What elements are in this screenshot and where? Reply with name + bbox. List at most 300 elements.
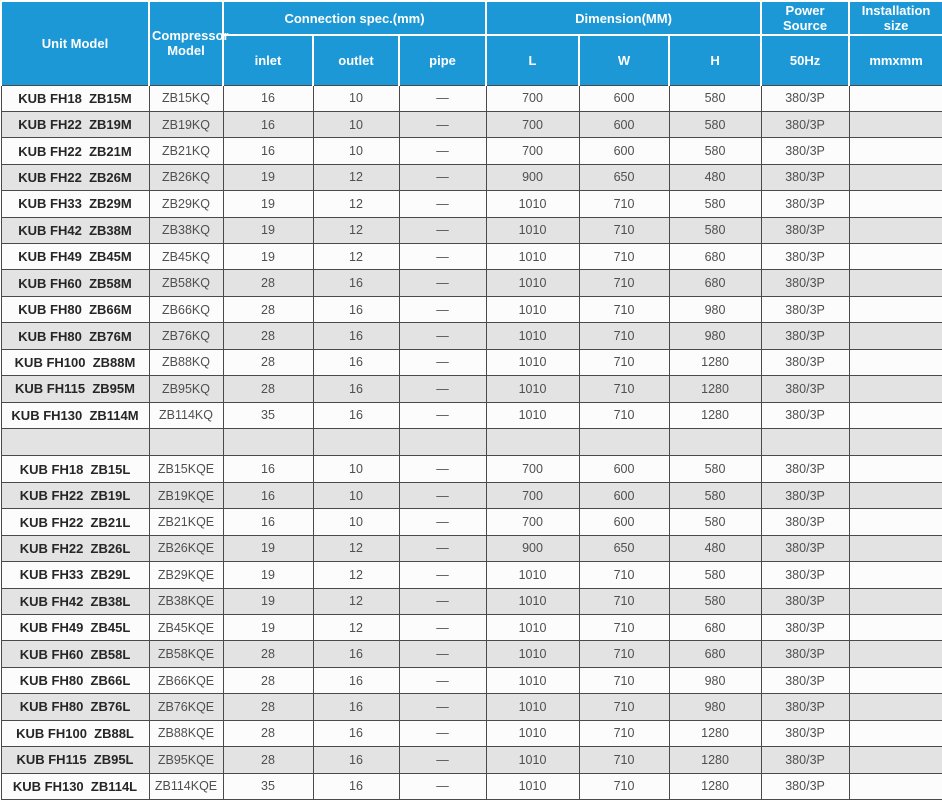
cell-pipe: — xyxy=(399,614,486,640)
table-row xyxy=(1,191,942,217)
table-row xyxy=(1,111,942,137)
table-header xyxy=(1,1,942,85)
cell-installation_size xyxy=(849,562,942,588)
table-row xyxy=(1,509,942,535)
cell-compressor_model: ZB114KQ xyxy=(149,402,223,428)
cell-power_50hz: 380/3P xyxy=(761,191,849,217)
cell-inlet: 16 xyxy=(223,482,313,508)
cell-installation_size xyxy=(849,296,942,322)
cell-unit_model xyxy=(1,429,149,456)
cell-height: 1280 xyxy=(669,773,761,799)
cell-pipe: — xyxy=(399,402,486,428)
cell-width: 650 xyxy=(579,535,669,561)
cell-unit_model: KUB FH115 ZB95L xyxy=(1,747,149,773)
cell-width: 650 xyxy=(579,164,669,190)
table-row xyxy=(1,667,942,693)
cell-unit_model: KUB FH80 ZB76L xyxy=(1,694,149,720)
cell-unit_model: KUB FH33 ZB29M xyxy=(1,191,149,217)
cell-power_50hz: 380/3P xyxy=(761,217,849,243)
cell-outlet: 10 xyxy=(313,509,399,535)
cell-length: 1010 xyxy=(486,720,579,746)
cell-height: 580 xyxy=(669,191,761,217)
cell-installation_size xyxy=(849,323,942,349)
cell-installation_size xyxy=(849,747,942,773)
cell-inlet: 28 xyxy=(223,349,313,375)
cell-width: 710 xyxy=(579,323,669,349)
cell-inlet: 28 xyxy=(223,376,313,402)
cell-compressor_model: ZB19KQ xyxy=(149,111,223,137)
cell-inlet: 19 xyxy=(223,217,313,243)
cell-unit_model: KUB FH42 ZB38L xyxy=(1,588,149,614)
cell-power_50hz: 380/3P xyxy=(761,349,849,375)
cell-width: 710 xyxy=(579,191,669,217)
cell-width: 710 xyxy=(579,641,669,667)
cell-unit_model: KUB FH115 ZB95M xyxy=(1,376,149,402)
table-row xyxy=(1,482,942,508)
cell-outlet: 16 xyxy=(313,323,399,349)
header-mmxmm: mmxmm xyxy=(849,35,942,85)
cell-height: 1280 xyxy=(669,402,761,428)
table-row xyxy=(1,270,942,296)
cell-outlet: 16 xyxy=(313,720,399,746)
cell-length: 1010 xyxy=(486,667,579,693)
cell-height: 580 xyxy=(669,85,761,111)
cell-length: 1010 xyxy=(486,349,579,375)
cell-power_50hz: 380/3P xyxy=(761,588,849,614)
cell-width: 710 xyxy=(579,217,669,243)
cell-pipe: — xyxy=(399,191,486,217)
cell-width: 600 xyxy=(579,509,669,535)
cell-compressor_model: ZB21KQ xyxy=(149,138,223,164)
cell-installation_size xyxy=(849,270,942,296)
cell-power_50hz: 380/3P xyxy=(761,164,849,190)
cell-compressor_model: ZB19KQE xyxy=(149,482,223,508)
table-row xyxy=(1,244,942,270)
table-row xyxy=(1,138,942,164)
header-dimension-group: Dimension(MM) xyxy=(486,1,761,35)
cell-inlet: 19 xyxy=(223,244,313,270)
table-row xyxy=(1,614,942,640)
cell-outlet: 12 xyxy=(313,164,399,190)
cell-pipe: — xyxy=(399,667,486,693)
cell-height: 1280 xyxy=(669,720,761,746)
cell-inlet: 19 xyxy=(223,164,313,190)
cell-length xyxy=(486,429,579,456)
header-outlet: outlet xyxy=(313,35,399,85)
cell-compressor_model: ZB26KQ xyxy=(149,164,223,190)
table-row xyxy=(1,694,942,720)
cell-compressor_model: ZB88KQ xyxy=(149,349,223,375)
cell-height: 680 xyxy=(669,244,761,270)
cell-compressor_model: ZB29KQ xyxy=(149,191,223,217)
cell-power_50hz: 380/3P xyxy=(761,85,849,111)
table-body-m-series xyxy=(1,85,942,429)
cell-length: 1010 xyxy=(486,217,579,243)
cell-outlet: 16 xyxy=(313,641,399,667)
cell-height: 580 xyxy=(669,482,761,508)
table-row xyxy=(1,85,942,111)
cell-power_50hz: 380/3P xyxy=(761,509,849,535)
cell-pipe: — xyxy=(399,349,486,375)
cell-inlet: 19 xyxy=(223,588,313,614)
cell-pipe: — xyxy=(399,85,486,111)
cell-installation_size xyxy=(849,217,942,243)
cell-pipe: — xyxy=(399,244,486,270)
cell-inlet: 19 xyxy=(223,562,313,588)
cell-length: 1010 xyxy=(486,402,579,428)
cell-compressor_model: ZB88KQE xyxy=(149,720,223,746)
cell-compressor_model: ZB45KQE xyxy=(149,614,223,640)
cell-length: 1010 xyxy=(486,191,579,217)
cell-height: 980 xyxy=(669,667,761,693)
cell-length: 1010 xyxy=(486,641,579,667)
cell-compressor_model: ZB15KQE xyxy=(149,456,223,482)
cell-unit_model: KUB FH22 ZB19M xyxy=(1,111,149,137)
cell-width: 600 xyxy=(579,111,669,137)
cell-inlet: 19 xyxy=(223,191,313,217)
cell-inlet: 19 xyxy=(223,614,313,640)
cell-height: 1280 xyxy=(669,349,761,375)
cell-installation_size xyxy=(849,85,942,111)
cell-installation_size xyxy=(849,244,942,270)
cell-height: 980 xyxy=(669,296,761,322)
cell-length: 1010 xyxy=(486,747,579,773)
cell-height: 580 xyxy=(669,509,761,535)
table-row xyxy=(1,720,942,746)
cell-inlet: 16 xyxy=(223,138,313,164)
cell-length: 1010 xyxy=(486,244,579,270)
cell-unit_model: KUB FH100 ZB88L xyxy=(1,720,149,746)
cell-height: 680 xyxy=(669,614,761,640)
cell-length: 1010 xyxy=(486,270,579,296)
cell-height: 480 xyxy=(669,164,761,190)
cell-width: 710 xyxy=(579,562,669,588)
cell-unit_model: KUB FH80 ZB66M xyxy=(1,296,149,322)
cell-width: 710 xyxy=(579,402,669,428)
cell-unit_model: KUB FH80 ZB66L xyxy=(1,667,149,693)
table-row xyxy=(1,402,942,428)
cell-compressor_model: ZB38KQE xyxy=(149,588,223,614)
cell-width: 710 xyxy=(579,244,669,270)
table-row xyxy=(1,296,942,322)
cell-unit_model: KUB FH22 ZB19L xyxy=(1,482,149,508)
cell-height: 580 xyxy=(669,456,761,482)
cell-length: 700 xyxy=(486,482,579,508)
cell-height: 480 xyxy=(669,535,761,561)
cell-compressor_model: ZB38KQ xyxy=(149,217,223,243)
cell-outlet: 10 xyxy=(313,482,399,508)
header-group-row xyxy=(1,1,942,35)
cell-inlet: 35 xyxy=(223,402,313,428)
cell-width: 710 xyxy=(579,720,669,746)
cell-outlet: 16 xyxy=(313,694,399,720)
cell-pipe: — xyxy=(399,535,486,561)
cell-pipe: — xyxy=(399,217,486,243)
cell-power_50hz: 380/3P xyxy=(761,562,849,588)
cell-unit_model: KUB FH22 ZB26L xyxy=(1,535,149,561)
cell-inlet: 28 xyxy=(223,270,313,296)
table-row xyxy=(1,773,942,799)
cell-outlet: 16 xyxy=(313,402,399,428)
cell-installation_size xyxy=(849,111,942,137)
table-body-l-series xyxy=(1,456,942,800)
cell-unit_model: KUB FH18 ZB15M xyxy=(1,85,149,111)
cell-power_50hz: 380/3P xyxy=(761,614,849,640)
cell-installation_size xyxy=(849,641,942,667)
cell-inlet: 35 xyxy=(223,773,313,799)
cell-outlet: 12 xyxy=(313,588,399,614)
cell-installation_size xyxy=(849,138,942,164)
header-height: H xyxy=(669,35,761,85)
cell-compressor_model: ZB45KQ xyxy=(149,244,223,270)
cell-width: 710 xyxy=(579,349,669,375)
cell-installation_size xyxy=(849,720,942,746)
cell-outlet: 10 xyxy=(313,138,399,164)
cell-pipe: — xyxy=(399,138,486,164)
cell-length: 1010 xyxy=(486,773,579,799)
cell-inlet: 16 xyxy=(223,85,313,111)
cell-height: 680 xyxy=(669,641,761,667)
cell-installation_size xyxy=(849,402,942,428)
cell-power_50hz: 380/3P xyxy=(761,720,849,746)
cell-pipe: — xyxy=(399,588,486,614)
cell-compressor_model: ZB76KQE xyxy=(149,694,223,720)
cell-power_50hz: 380/3P xyxy=(761,270,849,296)
table-row xyxy=(1,429,942,456)
cell-installation_size xyxy=(849,535,942,561)
table-row xyxy=(1,217,942,243)
table-row xyxy=(1,456,942,482)
cell-pipe: — xyxy=(399,747,486,773)
cell-unit_model: KUB FH60 ZB58L xyxy=(1,641,149,667)
cell-installation_size xyxy=(849,509,942,535)
cell-outlet: 12 xyxy=(313,535,399,561)
cell-power_50hz: 380/3P xyxy=(761,296,849,322)
cell-outlet: 10 xyxy=(313,111,399,137)
cell-compressor_model: ZB58KQ xyxy=(149,270,223,296)
table-row xyxy=(1,562,942,588)
cell-outlet: 16 xyxy=(313,270,399,296)
cell-width: 710 xyxy=(579,614,669,640)
table-row xyxy=(1,747,942,773)
cell-power_50hz: 380/3P xyxy=(761,402,849,428)
cell-pipe: — xyxy=(399,641,486,667)
cell-compressor_model: ZB21KQE xyxy=(149,509,223,535)
cell-outlet xyxy=(313,429,399,456)
cell-pipe: — xyxy=(399,482,486,508)
cell-width: 600 xyxy=(579,138,669,164)
cell-outlet: 16 xyxy=(313,667,399,693)
cell-length: 700 xyxy=(486,111,579,137)
cell-installation_size xyxy=(849,349,942,375)
cell-inlet: 16 xyxy=(223,509,313,535)
header-length: L xyxy=(486,35,579,85)
cell-power_50hz: 380/3P xyxy=(761,376,849,402)
cell-outlet: 16 xyxy=(313,747,399,773)
cell-unit_model: KUB FH22 ZB26M xyxy=(1,164,149,190)
cell-width: 710 xyxy=(579,747,669,773)
cell-pipe: — xyxy=(399,509,486,535)
cell-pipe: — xyxy=(399,456,486,482)
cell-pipe: — xyxy=(399,296,486,322)
table-row xyxy=(1,164,942,190)
cell-installation_size xyxy=(849,773,942,799)
cell-power_50hz: 380/3P xyxy=(761,535,849,561)
cell-power_50hz: 380/3P xyxy=(761,244,849,270)
cell-length: 1010 xyxy=(486,562,579,588)
table-row xyxy=(1,376,942,402)
cell-installation_size xyxy=(849,694,942,720)
cell-outlet: 16 xyxy=(313,349,399,375)
cell-outlet: 10 xyxy=(313,456,399,482)
table-body-separator xyxy=(1,429,942,456)
cell-installation_size xyxy=(849,376,942,402)
cell-height: 1280 xyxy=(669,376,761,402)
cell-height: 980 xyxy=(669,323,761,349)
table-row xyxy=(1,323,942,349)
table-row xyxy=(1,349,942,375)
cell-unit_model: KUB FH49 ZB45M xyxy=(1,244,149,270)
cell-unit_model: KUB FH60 ZB58M xyxy=(1,270,149,296)
cell-length: 1010 xyxy=(486,614,579,640)
cell-installation_size xyxy=(849,588,942,614)
cell-outlet: 12 xyxy=(313,244,399,270)
cell-inlet xyxy=(223,429,313,456)
cell-installation_size xyxy=(849,614,942,640)
cell-width: 710 xyxy=(579,694,669,720)
cell-unit_model: KUB FH130 ZB114L xyxy=(1,773,149,799)
cell-unit_model: KUB FH49 ZB45L xyxy=(1,614,149,640)
cell-length: 700 xyxy=(486,456,579,482)
cell-compressor_model: ZB26KQE xyxy=(149,535,223,561)
cell-height: 580 xyxy=(669,562,761,588)
cell-compressor_model: ZB95KQ xyxy=(149,376,223,402)
cell-length: 900 xyxy=(486,535,579,561)
cell-inlet: 16 xyxy=(223,456,313,482)
cell-compressor_model: ZB66KQ xyxy=(149,296,223,322)
cell-installation_size xyxy=(849,191,942,217)
cell-length: 700 xyxy=(486,138,579,164)
cell-outlet: 10 xyxy=(313,85,399,111)
cell-compressor_model xyxy=(149,429,223,456)
cell-inlet: 16 xyxy=(223,111,313,137)
cell-power_50hz: 380/3P xyxy=(761,747,849,773)
cell-pipe: — xyxy=(399,773,486,799)
cell-width: 710 xyxy=(579,296,669,322)
cell-inlet: 28 xyxy=(223,720,313,746)
cell-width: 600 xyxy=(579,482,669,508)
header-50hz: 50Hz xyxy=(761,35,849,85)
cell-compressor_model: ZB66KQE xyxy=(149,667,223,693)
cell-width: 710 xyxy=(579,270,669,296)
cell-height: 680 xyxy=(669,270,761,296)
cell-length: 1010 xyxy=(486,323,579,349)
cell-installation_size xyxy=(849,164,942,190)
cell-outlet: 16 xyxy=(313,773,399,799)
cell-unit_model: KUB FH22 ZB21M xyxy=(1,138,149,164)
cell-power_50hz xyxy=(761,429,849,456)
cell-length: 1010 xyxy=(486,694,579,720)
cell-height: 580 xyxy=(669,588,761,614)
table-row xyxy=(1,588,942,614)
header-installation-size-group: Installation size xyxy=(849,1,942,35)
cell-width: 710 xyxy=(579,376,669,402)
cell-pipe: — xyxy=(399,376,486,402)
header-compressor-model: Compressor Model xyxy=(149,1,223,85)
cell-power_50hz: 380/3P xyxy=(761,667,849,693)
cell-length: 1010 xyxy=(486,376,579,402)
cell-outlet: 12 xyxy=(313,562,399,588)
cell-inlet: 28 xyxy=(223,296,313,322)
header-connection-spec-group: Connection spec.(mm) xyxy=(223,1,486,35)
cell-width: 710 xyxy=(579,588,669,614)
cell-inlet: 28 xyxy=(223,641,313,667)
cell-installation_size xyxy=(849,482,942,508)
cell-power_50hz: 380/3P xyxy=(761,482,849,508)
cell-inlet: 28 xyxy=(223,323,313,349)
cell-installation_size xyxy=(849,667,942,693)
cell-pipe: — xyxy=(399,562,486,588)
header-power-source-group: Power Source xyxy=(761,1,849,35)
cell-height: 580 xyxy=(669,138,761,164)
cell-power_50hz: 380/3P xyxy=(761,694,849,720)
cell-length: 700 xyxy=(486,509,579,535)
cell-compressor_model: ZB58KQE xyxy=(149,641,223,667)
cell-outlet: 16 xyxy=(313,296,399,322)
cell-pipe: — xyxy=(399,323,486,349)
cell-compressor_model: ZB15KQ xyxy=(149,85,223,111)
cell-pipe: — xyxy=(399,720,486,746)
header-width: W xyxy=(579,35,669,85)
cell-height: 1280 xyxy=(669,747,761,773)
cell-length: 1010 xyxy=(486,296,579,322)
cell-installation_size xyxy=(849,456,942,482)
cell-outlet: 12 xyxy=(313,191,399,217)
cell-power_50hz: 380/3P xyxy=(761,773,849,799)
cell-outlet: 12 xyxy=(313,614,399,640)
cell-pipe xyxy=(399,429,486,456)
cell-length: 900 xyxy=(486,164,579,190)
cell-outlet: 16 xyxy=(313,376,399,402)
cell-unit_model: KUB FH22 ZB21L xyxy=(1,509,149,535)
cell-pipe: — xyxy=(399,111,486,137)
cell-length: 700 xyxy=(486,85,579,111)
table-row xyxy=(1,641,942,667)
cell-inlet: 28 xyxy=(223,667,313,693)
header-pipe: pipe xyxy=(399,35,486,85)
cell-width: 710 xyxy=(579,773,669,799)
cell-pipe: — xyxy=(399,164,486,190)
cell-unit_model: KUB FH42 ZB38M xyxy=(1,217,149,243)
table-row xyxy=(1,535,942,561)
cell-inlet: 28 xyxy=(223,694,313,720)
cell-unit_model: KUB FH100 ZB88M xyxy=(1,349,149,375)
header-inlet: inlet xyxy=(223,35,313,85)
cell-unit_model: KUB FH130 ZB114M xyxy=(1,402,149,428)
cell-pipe: — xyxy=(399,694,486,720)
cell-unit_model: KUB FH18 ZB15L xyxy=(1,456,149,482)
cell-compressor_model: ZB29KQE xyxy=(149,562,223,588)
cell-power_50hz: 380/3P xyxy=(761,111,849,137)
header-unit-model: Unit Model xyxy=(1,1,149,85)
cell-height: 580 xyxy=(669,217,761,243)
cell-width: 710 xyxy=(579,667,669,693)
cell-pipe: — xyxy=(399,270,486,296)
cell-compressor_model: ZB95KQE xyxy=(149,747,223,773)
cell-outlet: 12 xyxy=(313,217,399,243)
cell-compressor_model: ZB114KQE xyxy=(149,773,223,799)
cell-power_50hz: 380/3P xyxy=(761,323,849,349)
